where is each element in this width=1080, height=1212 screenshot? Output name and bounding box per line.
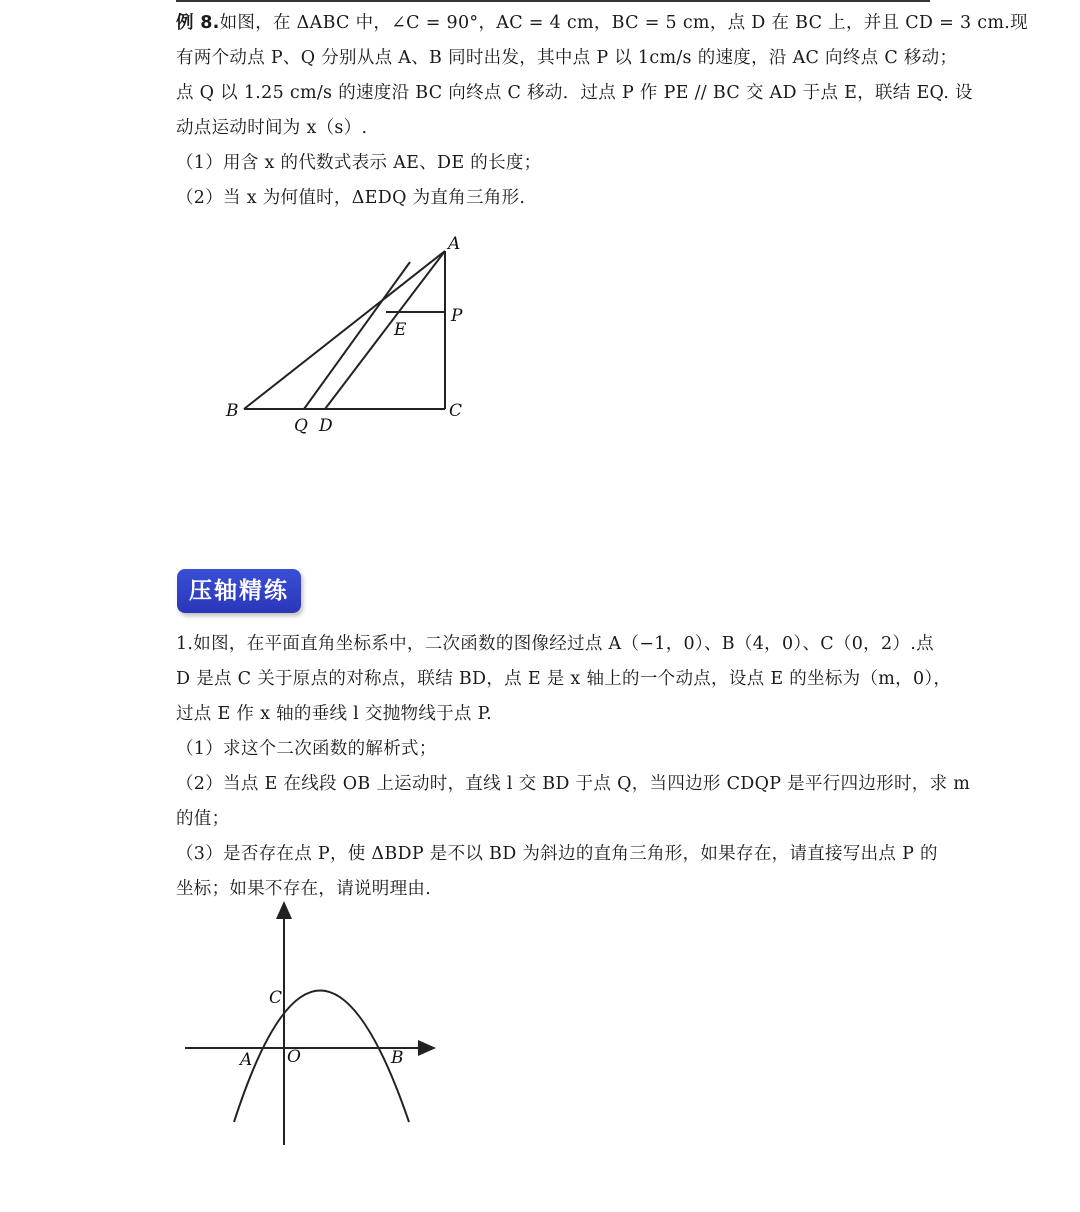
problem1-question-3: （3）是否存在点 P，使 ΔBDP 是不以 BD 为斜边的直角三角形，如果存在，请直接写出点 P 的 <box>176 844 938 864</box>
example8-question-1: （1）用含 x 的代数式表示 AE、DE 的长度； <box>176 153 542 173</box>
problem1-question-1: （1）求这个二次函数的解析式； <box>176 739 437 759</box>
problem1-line-2: D 是点 C 关于原点的对称点，联结 BD，点 E 是 x 轴上的一个动点，设点 E 的坐标为（m，0）， <box>176 669 952 689</box>
label-graph-C: C <box>269 988 283 1008</box>
label-A: A <box>448 234 461 254</box>
problem1-question-2: （2）当点 E 在线段 OB 上运动时，直线 l 交 BD 于点 Q，当四边形 CDQP 是平行四边形时，求 m <box>176 774 971 794</box>
example8-line-3: 点 Q 以 1.25 cm/s 的速度沿 BC 向终点 C 移动．过点 P 作 PE // BC 交 AD 于点 E，联结 EQ. 设 <box>176 83 973 103</box>
example8-question-2: （2）当 x 为何值时，ΔEDQ 为直角三角形. <box>176 188 526 208</box>
example8-line-2: 有两个动点 P、Q 分别从点 A、B 同时出发，其中点 P 以 1cm/s 的速度，沿 AC 向终点 C 移动； <box>176 48 958 68</box>
section-badge: 压轴精练 <box>177 569 301 613</box>
label-C: C <box>449 401 463 421</box>
label-graph-B: B <box>391 1048 404 1068</box>
problem1-question-2-cont: 的值； <box>176 809 230 829</box>
parabola-curve <box>234 991 409 1123</box>
problem1-question-3-cont: 坐标；如果不存在，请说明理由. <box>176 879 432 899</box>
label-Q: Q <box>294 416 308 436</box>
example8-line-1: 例 8.如图，在 ΔABC 中，∠C = 90°，AC = 4 cm，BC = 5 cm，点 D 在 BC 上，并且 CD = 3 cm.现 <box>176 13 1028 33</box>
label-D: D <box>319 416 333 436</box>
label-graph-O: O <box>287 1047 301 1067</box>
label-graph-A: A <box>240 1050 253 1070</box>
label-E: E <box>394 320 407 340</box>
example8-line-4: 动点运动时间为 x（s）. <box>176 118 368 138</box>
problem1-line-1: 1.如图，在平面直角坐标系中，二次函数的图像经过点 A（−1，0）、B（4，0）、C（0，2）.点 <box>176 634 934 654</box>
label-P: P <box>451 306 463 326</box>
example8-label: 例 8. <box>176 13 220 33</box>
label-B: B <box>226 401 239 421</box>
problem1-line-3: 过点 E 作 x 轴的垂线 l 交抛物线于点 P. <box>176 704 492 724</box>
